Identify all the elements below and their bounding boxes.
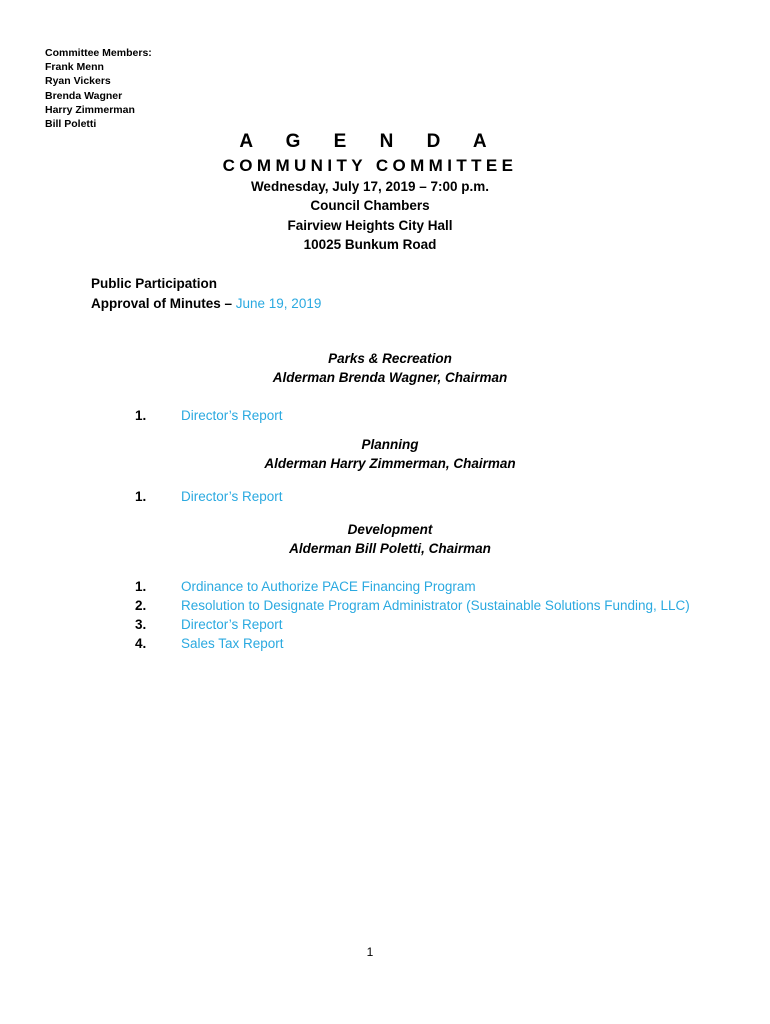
committee-title: COMMUNITY COMMITTEE <box>222 156 518 175</box>
item-number: 1. <box>135 579 147 594</box>
member-name: Harry Zimmerman <box>45 103 135 116</box>
section-chair: Alderman Bill Poletti, Chairman <box>289 541 491 556</box>
section-title: Planning <box>361 437 419 452</box>
item-link[interactable]: Director’s Report <box>181 489 283 504</box>
item-link[interactable]: Director’s Report <box>181 408 283 423</box>
section-heading-development <box>0 520 770 558</box>
list-item <box>135 577 690 596</box>
list-item <box>135 634 690 653</box>
pre-items <box>91 274 321 313</box>
item-number: 4. <box>135 636 147 651</box>
section-heading-parks-recreation <box>0 349 770 387</box>
member-name: Frank Menn <box>45 61 104 74</box>
list-item <box>135 406 283 425</box>
item-link[interactable]: Director’s Report <box>181 617 283 632</box>
item-link[interactable]: Resolution to Designate Program Administrator (Sustainable Solutions Funding, LLC) <box>181 598 690 613</box>
page-number: 1 <box>366 945 374 959</box>
meeting-info <box>0 177 740 254</box>
section-heading-planning <box>0 435 770 473</box>
meeting-address: 10025 Bunkum Road <box>303 236 437 252</box>
section-title: Parks & Recreation <box>328 351 452 366</box>
item-number: 2. <box>135 598 147 613</box>
list-item <box>135 615 690 634</box>
item-number: 3. <box>135 617 147 632</box>
approval-label: Approval of Minutes – <box>91 295 236 311</box>
item-number: 1. <box>135 408 147 423</box>
section-items-planning <box>135 487 283 506</box>
meeting-building: Fairview Heights City Hall <box>287 217 453 233</box>
public-participation: Public Participation <box>91 276 218 291</box>
minutes-link[interactable]: June 19, 2019 <box>235 295 322 311</box>
approval-of-minutes <box>91 294 321 314</box>
member-name: Bill Poletti <box>45 118 97 131</box>
item-number: 1. <box>135 489 147 504</box>
section-chair: Alderman Harry Zimmerman, Chairman <box>264 456 516 471</box>
agenda-title: A G E N D A <box>239 131 501 152</box>
item-link[interactable]: Ordinance to Authorize PACE Financing Program <box>181 579 476 594</box>
member-name: Brenda Wagner <box>45 89 123 102</box>
meeting-location: Council Chambers <box>310 198 430 214</box>
meeting-date-time: Wednesday, July 17, 2019 – 7:00 p.m. <box>250 179 490 194</box>
section-title: Development <box>347 522 433 537</box>
section-items-parks-recreation <box>135 406 283 425</box>
item-link[interactable]: Sales Tax Report <box>181 636 284 651</box>
list-item <box>135 596 690 615</box>
list-item <box>135 487 283 506</box>
committee-members-heading: Committee Members: <box>45 47 152 59</box>
section-chair: Alderman Brenda Wagner, Chairman <box>272 370 508 385</box>
committee-members <box>45 46 152 131</box>
member-name: Ryan Vickers <box>45 75 111 88</box>
section-items-development <box>135 577 690 653</box>
